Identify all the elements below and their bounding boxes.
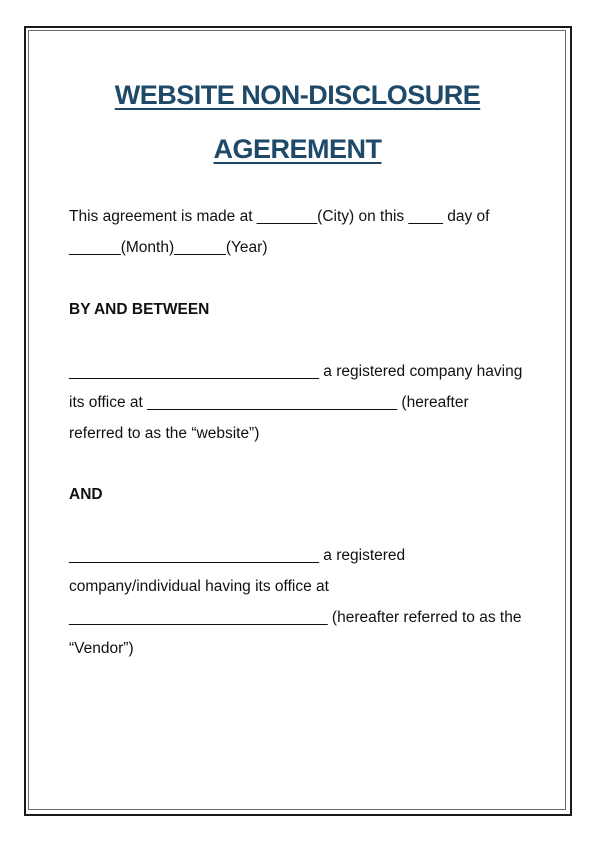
intro-line-2: ______(Month)______(Year): [69, 239, 268, 256]
party2-line-1: _____________________________ a registered: [69, 547, 406, 564]
by-and-between-heading: BY AND BETWEEN: [69, 301, 210, 318]
document-title-line-1: WEBSITE NON-DISCLOSURE: [114, 80, 481, 110]
party1-line-2: its office at _____________________________ (hereafter: [69, 394, 469, 411]
party2-line-4: “Vendor”): [69, 640, 134, 657]
party1-line-1: _____________________________ a registered company having: [69, 363, 523, 380]
intro-line-1: This agreement is made at _______(City) on this ____ day of: [69, 208, 490, 225]
document-title-line-2: AGEREMENT: [213, 134, 382, 164]
party2-line-2: company/individual having its office at: [69, 578, 329, 595]
party1-line-3: referred to as the “website”): [69, 425, 260, 442]
and-heading: AND: [69, 486, 103, 503]
party2-line-3: ______________________________ (hereafter referred to as the: [69, 609, 522, 626]
